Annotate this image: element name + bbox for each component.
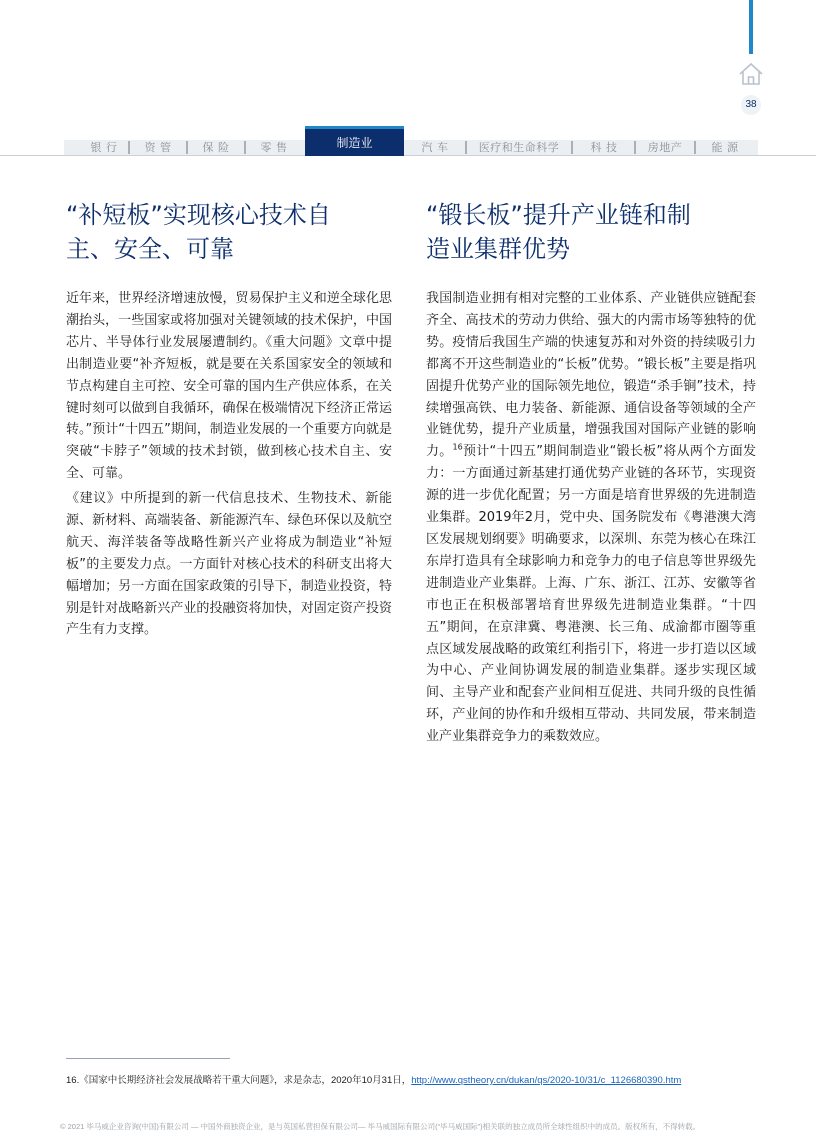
footnote-link[interactable]: http://www.qstheory.cn/dukan/qs/2020-10/31/c_1126680390.htm — [411, 1075, 682, 1086]
tab-banking[interactable]: 银 行 — [90, 141, 118, 154]
tab-automotive[interactable]: 汽 车 — [421, 141, 449, 154]
right-paragraph-part2: 预计“十四五”期间制造业“锻长板”将从两个方面发力：一方面通过新基建打通优势产业链的各环节，实现资源的进一步优化配置；另一方面是培育世界级的先进制造业集群。2019年2月，党中央、国务院发布《粤港澳大湾区发展规划纲要》明确要求，以深圳、东莞为核心在珠江东岸打造具有全球影响力和竞争力的电子信息等世界级先进制造业产业集群。上海、广东、浙江、江苏、安徽等省市也正在积极部署培育世界级先进制造业集群。“十四五”期间，在京津冀、粤港澳、长三角、成渝都市圈等重点区域发展战略的政策红利指引下，将进一步打造以区域为中心、产业间协调发展的制造业集群。逐步实现区域间、主导产业和配套产业间相互促进、共同升级的良性循环，产业间的协作和升级相互带动、共同发展，带来制造业产业集群竞争力的乘数效应。 — [426, 444, 756, 745]
top-accent-bar — [749, 0, 753, 54]
footnote — [66, 1074, 706, 1088]
tab-separator — [634, 141, 636, 154]
tab-separator — [465, 141, 467, 154]
footnote-divider — [66, 1058, 230, 1059]
tab-asset-management[interactable]: 资 管 — [144, 141, 172, 154]
tab-real-estate[interactable]: 房地产 — [647, 141, 683, 154]
tab-separator — [571, 141, 573, 154]
home-icon[interactable] — [738, 62, 764, 86]
footnote-reference[interactable]: 16 — [452, 443, 463, 453]
tab-technology[interactable]: 科 技 — [590, 141, 618, 154]
nav-divider — [0, 155, 816, 156]
left-heading-line2: 主、安全、可靠 — [66, 235, 234, 263]
right-heading — [426, 198, 691, 266]
left-paragraph-1: 近年来，世界经济增速放慢，贸易保护主义和逆全球化思潮抬头，一些国家或将加强对关键领域的技术保护，中国芯片、半导体行业发展屡遭制约。《重大问题》文章中提出制造业要“补齐短板，就是要在关系国家安全的领域和节点构建自主可控、安全可靠的国内生产供应体系，在关键时刻可以做到自我循环，确保在极端情况下经济正常运转。”预计“十四五”期间，制造业发展的一个重要方向就是突破“卡脖子”领域的技术封锁，做到核心技术自主、安全、可靠。 — [66, 291, 392, 482]
left-heading-line1: “补短板”实现核心技术自 — [66, 201, 331, 229]
right-paragraph — [426, 288, 756, 748]
left-heading — [66, 198, 331, 266]
tab-insurance[interactable]: 保 险 — [202, 141, 230, 154]
tab-manufacturing[interactable]: 制造业 — [305, 126, 404, 156]
left-paragraph-2: 《建议》中所提到的新一代信息技术、生物技术、新能源、新材料、高端装备、新能源汽车、绿色环保以及航空航天、海洋装备等战略性新兴产业将成为制造业“补短板”的主要发力点。一方面针对核心技术的科研支出将大幅增加；另一方面在国家政策的引导下，制造业投资，特别是针对战略新兴产业的投融资将加快，对固定资产投资产生有力支撑。 — [66, 491, 392, 638]
right-paragraph-part1: 我国制造业拥有相对完整的工业体系、产业链供应链配套齐全、高技术的劳动力供给、强大的内需市场等独特的优势。疫情后我国生产端的快速复苏和对外资的持续吸引力都离不开这些制造业的“长板”优势。“锻长板”主要是指巩固提升优势产业的国际领先地位，锻造“杀手锏”技术，持续增强高铁、电力装备、新能源、通信设备等领域的全产业链优势，提升产业质量，增强我国对国际产业链的影响力。 — [426, 291, 756, 460]
tab-energy[interactable]: 能 源 — [711, 141, 739, 154]
tab-healthcare-life-sciences[interactable]: 医疗和生命科学 — [478, 141, 560, 154]
copyright-notice: © 2021 毕马威企业咨询(中国)有限公司 — 中国外商独资企业，是与英国私营担保有限公司— 毕马威国际有限公司(“毕马威国际”)相关联的独立成员所全球性组织中的成员。版权所有，不得转载。 — [60, 1122, 701, 1131]
tab-separator — [694, 141, 696, 154]
right-heading-line2: 造业集群优势 — [426, 235, 570, 263]
footnote-text: 16.《国家中长期经济社会发展战略若干重大问题》，求是杂志，2020年10月31日， — [66, 1075, 412, 1086]
right-heading-line1: “锻长板”提升产业链和制 — [426, 201, 691, 229]
tab-retail[interactable]: 零 售 — [260, 141, 288, 154]
page-number: 38 — [741, 95, 761, 115]
